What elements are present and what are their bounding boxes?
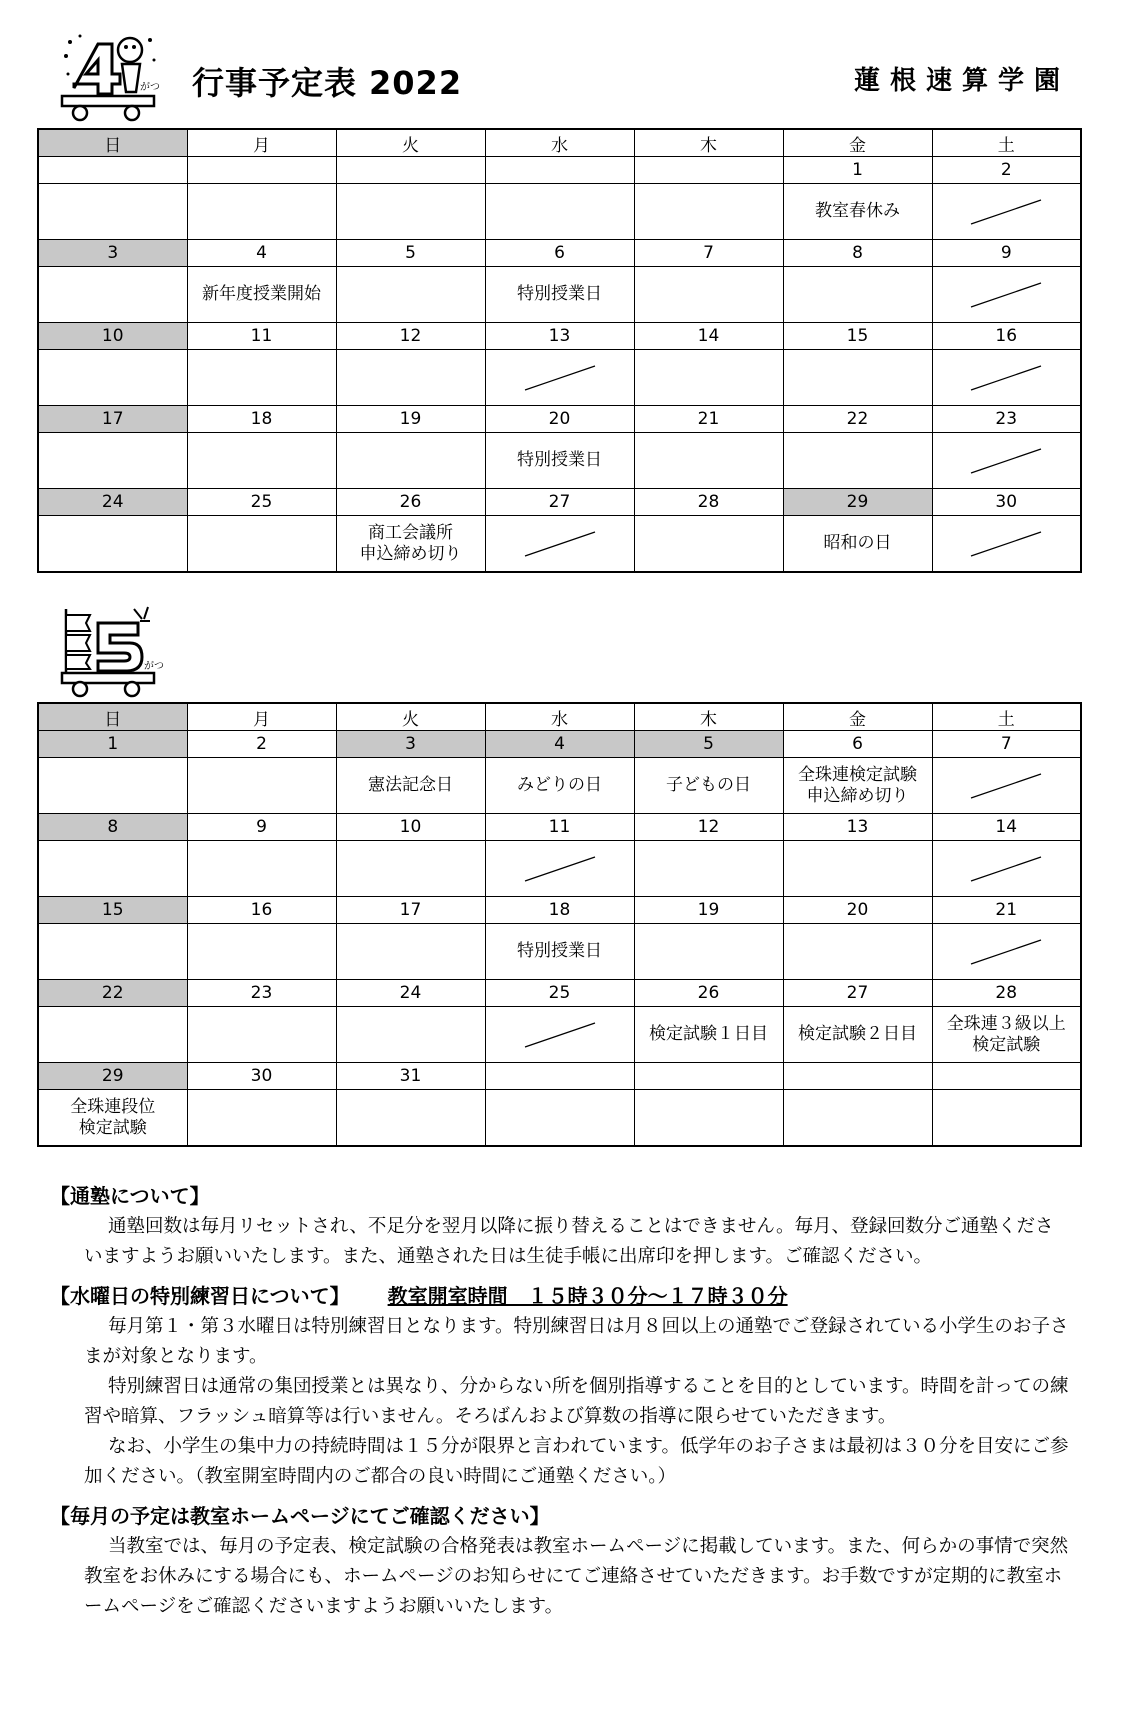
event-cell: [783, 1090, 932, 1147]
date-cell: 27: [485, 489, 634, 516]
event-cell: [932, 433, 1081, 489]
date-cell: 8: [783, 240, 932, 267]
date-cell: 24: [38, 489, 187, 516]
no-class-slash-icon: [969, 529, 1043, 559]
event-cell: [783, 267, 932, 323]
date-cell: [634, 1063, 783, 1090]
event-cell: [783, 841, 932, 897]
date-cell: 15: [783, 323, 932, 350]
event-cell: [336, 267, 485, 323]
event-cell: [634, 350, 783, 406]
event-cell: [38, 184, 187, 240]
date-cell: [38, 157, 187, 184]
date-cell: [187, 157, 336, 184]
may-badge-unit: がつ: [144, 661, 164, 672]
date-cell: 16: [932, 323, 1081, 350]
event-row: [38, 184, 1081, 240]
wednesday-heading-text: 【水曜日の特別練習日について】: [50, 1284, 350, 1308]
event-text: 全珠連段位: [70, 1096, 156, 1117]
date-row: [38, 1063, 1081, 1090]
no-class-slash-icon: [523, 363, 597, 393]
date-row: [38, 814, 1081, 841]
date-cell: 23: [187, 980, 336, 1007]
date-cell: 4: [485, 731, 634, 758]
event-cell: [485, 841, 634, 897]
weekday-header: 金: [783, 703, 932, 731]
event-cell: [932, 841, 1081, 897]
event-cell: [485, 758, 634, 814]
date-cell: 9: [932, 240, 1081, 267]
event-row: [38, 841, 1081, 897]
event-cell: [38, 1090, 187, 1147]
event-cell: [783, 924, 932, 980]
date-row: [38, 240, 1081, 267]
date-cell: 10: [38, 323, 187, 350]
date-cell: 30: [187, 1063, 336, 1090]
event-cell: [336, 841, 485, 897]
event-cell: [187, 350, 336, 406]
event-cell: [634, 841, 783, 897]
date-cell: 2: [932, 157, 1081, 184]
page-header: [60, 30, 1070, 125]
date-cell: 4: [187, 240, 336, 267]
wednesday-hours: 教室開室時間 １５時３０分～１７時３０分: [387, 1284, 788, 1308]
date-cell: 10: [336, 814, 485, 841]
date-cell: 29: [783, 489, 932, 516]
wednesday-text-2: 特別練習日は通常の集団授業とは異なり、分からない所を個別指導することを目的としています。時間を計っての練習や暗算、フラッシュ暗算等は行いません。そろばんおよび算数の指導に限らせていただきます。: [84, 1376, 1069, 1427]
no-class-slash-icon: [969, 446, 1043, 476]
date-cell: 28: [932, 980, 1081, 1007]
event-cell: [336, 184, 485, 240]
event-text: 全珠連検定試験: [798, 764, 917, 785]
weekday-header-row: [38, 703, 1081, 731]
event-cell: [336, 1090, 485, 1147]
event-text: 検定試験: [78, 1117, 147, 1138]
notes-section: [50, 1180, 1070, 1622]
commute-text: 通塾回数は毎月リセットされ、不足分を翌月以降に振り替えることはできません。毎月、登録回数分ご通塾くださいますようお願いいたします。また、通塾された日は生徒手帳に出席印を押します。ご確認ください。: [84, 1216, 1054, 1267]
event-cell: [187, 1007, 336, 1063]
date-cell: 28: [634, 489, 783, 516]
event-cell: [634, 1007, 783, 1063]
date-cell: 12: [336, 323, 485, 350]
date-cell: 3: [336, 731, 485, 758]
date-cell: 21: [932, 897, 1081, 924]
event-text: 子どもの日: [666, 775, 751, 795]
page-title: [192, 58, 462, 104]
weekday-header: 月: [187, 703, 336, 731]
date-cell: 6: [485, 240, 634, 267]
event-cell: [783, 1007, 932, 1063]
date-cell: [485, 1063, 634, 1090]
event-text: 特別授業日: [517, 941, 602, 961]
event-cell: [932, 184, 1081, 240]
weekday-header: 日: [38, 703, 187, 731]
no-class-slash-icon: [969, 854, 1043, 884]
homepage-heading: 【毎月の予定は教室ホームページにてご確認ください】: [50, 1504, 550, 1528]
no-class-slash-icon: [523, 854, 597, 884]
event-cell: [336, 516, 485, 573]
date-row: [38, 897, 1081, 924]
event-cell: [336, 350, 485, 406]
event-text: 申込締め切り: [806, 785, 909, 806]
weekday-header-row: [38, 129, 1081, 157]
event-cell: [783, 350, 932, 406]
date-cell: 1: [783, 157, 932, 184]
date-cell: 31: [336, 1063, 485, 1090]
wednesday-text-1: 毎月第１・第３水曜日は特別練習日となります。特別練習日は月８回以上の通塾でご登録されている小学生のお子さまが対象となります。: [84, 1316, 1069, 1367]
event-cell: [634, 516, 783, 573]
date-cell: 20: [485, 406, 634, 433]
event-cell: [187, 433, 336, 489]
event-cell: [783, 758, 932, 814]
wednesday-text-3: なお、小学生の集中力の持続時間は１５分が限界と言われています。低学年のお子さまは最初は３０分を目安にご参加ください。（教室開室時間内のご都合の良い時間にご通塾ください。）: [84, 1436, 1069, 1487]
no-class-slash-icon: [523, 529, 597, 559]
date-cell: 3: [38, 240, 187, 267]
date-cell: 26: [634, 980, 783, 1007]
event-cell: [485, 267, 634, 323]
event-text: 特別授業日: [517, 450, 602, 470]
date-cell: 7: [932, 731, 1081, 758]
date-cell: 9: [187, 814, 336, 841]
event-cell: [634, 267, 783, 323]
date-cell: 17: [336, 897, 485, 924]
event-cell: [187, 184, 336, 240]
event-text: 検定試験２日目: [798, 1024, 917, 1044]
date-row: [38, 489, 1081, 516]
date-cell: 15: [38, 897, 187, 924]
event-cell: [38, 758, 187, 814]
event-row: [38, 1090, 1081, 1147]
date-cell: 14: [932, 814, 1081, 841]
event-text: 申込締め切り: [359, 543, 462, 564]
april-badge-icon: [60, 30, 160, 125]
event-cell: [38, 516, 187, 573]
date-cell: 26: [336, 489, 485, 516]
event-cell: [932, 267, 1081, 323]
date-row: [38, 157, 1081, 184]
date-cell: 17: [38, 406, 187, 433]
event-text: 商工会議所: [368, 522, 453, 543]
event-cell: [187, 267, 336, 323]
homepage-text: 当教室では、毎月の予定表、検定試験の合格発表は教室ホームページに掲載しています。また、何らかの事情で突然教室をお休みにする場合にも、ホームページのお知らせにてご連絡させていただきます。お手数ですが定期的に教室ホームページをご確認くださいますようお願いいたします。: [84, 1536, 1069, 1617]
date-cell: 22: [783, 406, 932, 433]
date-cell: 25: [187, 489, 336, 516]
event-cell: [485, 924, 634, 980]
event-row: [38, 1007, 1081, 1063]
weekday-header: 水: [485, 129, 634, 157]
date-cell: 25: [485, 980, 634, 1007]
weekday-header: 月: [187, 129, 336, 157]
weekday-header: 土: [932, 129, 1081, 157]
event-cell: [187, 758, 336, 814]
date-cell: 11: [187, 323, 336, 350]
event-cell: [634, 184, 783, 240]
event-cell: [634, 924, 783, 980]
date-row: [38, 731, 1081, 758]
weekday-header: 水: [485, 703, 634, 731]
event-row: [38, 433, 1081, 489]
organization-name: 蓮根速算学園: [853, 66, 1070, 96]
no-class-slash-icon: [969, 363, 1043, 393]
event-cell: [187, 1090, 336, 1147]
date-cell: 27: [783, 980, 932, 1007]
event-cell: [187, 841, 336, 897]
no-class-slash-icon: [969, 280, 1043, 310]
no-class-slash-icon: [969, 937, 1043, 967]
event-cell: [932, 1007, 1081, 1063]
date-cell: 30: [932, 489, 1081, 516]
weekday-header: 火: [336, 129, 485, 157]
event-text: 昭和の日: [823, 533, 892, 553]
event-row: [38, 267, 1081, 323]
event-cell: [634, 1090, 783, 1147]
wednesday-heading: [50, 1280, 1070, 1312]
title-text: 行事予定表: [192, 64, 358, 102]
event-cell: [38, 267, 187, 323]
weekday-header: 日: [38, 129, 187, 157]
event-cell: [783, 433, 932, 489]
date-cell: 5: [634, 731, 783, 758]
date-cell: 14: [634, 323, 783, 350]
date-cell: [783, 1063, 932, 1090]
event-text: 全珠連３級以上: [946, 1013, 1066, 1034]
date-cell: 19: [634, 897, 783, 924]
date-cell: 1: [38, 731, 187, 758]
event-cell: [932, 1090, 1081, 1147]
date-cell: 16: [187, 897, 336, 924]
event-text: 憲法記念日: [368, 775, 453, 795]
date-cell: [336, 157, 485, 184]
no-class-slash-icon: [523, 1020, 597, 1050]
event-text: みどりの日: [517, 775, 602, 795]
event-cell: [38, 841, 187, 897]
event-text: 特別授業日: [517, 284, 602, 304]
event-text: 新年度授業開始: [202, 284, 321, 304]
no-class-slash-icon: [969, 771, 1043, 801]
weekday-header: 土: [932, 703, 1081, 731]
date-cell: 18: [187, 406, 336, 433]
april-calendar: [37, 128, 1082, 573]
may-badge-icon: [60, 603, 164, 698]
event-cell: [485, 433, 634, 489]
event-cell: [336, 1007, 485, 1063]
event-cell: [336, 758, 485, 814]
date-cell: 23: [932, 406, 1081, 433]
event-row: [38, 350, 1081, 406]
event-row: [38, 758, 1081, 814]
event-cell: [932, 350, 1081, 406]
title-year: 2022: [369, 64, 463, 102]
commute-heading: 【通塾について】: [50, 1184, 210, 1208]
event-cell: [38, 924, 187, 980]
date-cell: 19: [336, 406, 485, 433]
date-cell: 7: [634, 240, 783, 267]
date-cell: 21: [634, 406, 783, 433]
event-cell: [634, 433, 783, 489]
date-cell: 29: [38, 1063, 187, 1090]
date-cell: 8: [38, 814, 187, 841]
event-cell: [187, 924, 336, 980]
event-cell: [932, 924, 1081, 980]
event-cell: [336, 433, 485, 489]
event-text: 教室春休み: [815, 201, 900, 221]
event-cell: [485, 350, 634, 406]
event-cell: [932, 758, 1081, 814]
weekday-header: 木: [634, 129, 783, 157]
date-cell: 2: [187, 731, 336, 758]
weekday-header: 火: [336, 703, 485, 731]
date-cell: 12: [634, 814, 783, 841]
may-calendar: [37, 702, 1082, 1147]
event-text: 検定試験: [972, 1034, 1041, 1055]
event-cell: [187, 516, 336, 573]
date-cell: 20: [783, 897, 932, 924]
date-row: [38, 406, 1081, 433]
event-cell: [485, 516, 634, 573]
event-cell: [485, 1090, 634, 1147]
event-cell: [932, 516, 1081, 573]
event-text: 検定試験１日目: [649, 1024, 768, 1044]
april-badge-unit: がつ: [140, 82, 160, 93]
no-class-slash-icon: [969, 197, 1043, 227]
weekday-header: 金: [783, 129, 932, 157]
date-cell: 24: [336, 980, 485, 1007]
event-cell: [38, 1007, 187, 1063]
date-cell: 6: [783, 731, 932, 758]
date-cell: 13: [485, 323, 634, 350]
event-cell: [634, 758, 783, 814]
date-cell: [485, 157, 634, 184]
date-cell: [634, 157, 783, 184]
event-cell: [38, 350, 187, 406]
date-cell: 13: [783, 814, 932, 841]
event-cell: [783, 516, 932, 573]
event-cell: [485, 1007, 634, 1063]
date-cell: [932, 1063, 1081, 1090]
event-cell: [336, 924, 485, 980]
date-cell: 5: [336, 240, 485, 267]
date-row: [38, 323, 1081, 350]
date-cell: 18: [485, 897, 634, 924]
event-row: [38, 516, 1081, 573]
date-cell: 11: [485, 814, 634, 841]
event-cell: [485, 184, 634, 240]
event-row: [38, 924, 1081, 980]
date-cell: 22: [38, 980, 187, 1007]
date-row: [38, 980, 1081, 1007]
event-cell: [783, 184, 932, 240]
event-cell: [38, 433, 187, 489]
weekday-header: 木: [634, 703, 783, 731]
